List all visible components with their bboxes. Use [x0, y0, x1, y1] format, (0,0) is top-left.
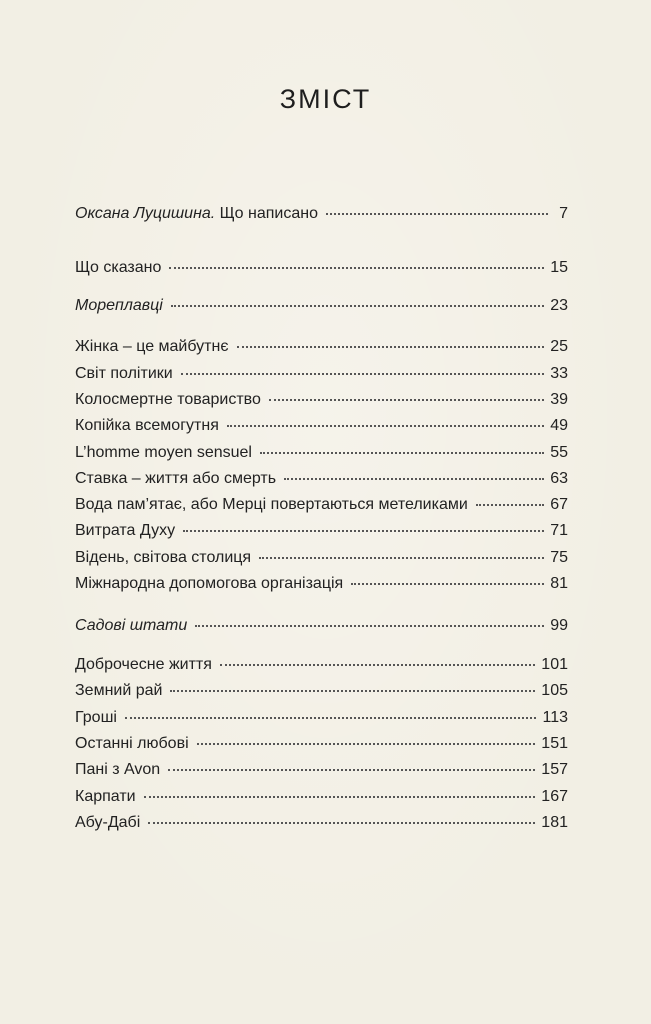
- toc-entry-page: 67: [550, 496, 568, 513]
- dot-leader: [220, 663, 535, 666]
- dot-leader: [171, 304, 544, 307]
- toc-entry-page: 181: [541, 814, 568, 831]
- toc-entry: [75, 388, 568, 412]
- toc-entry-page: 101: [541, 656, 568, 673]
- toc-entry-preface: [75, 202, 568, 226]
- dot-leader: [259, 556, 544, 559]
- toc-entry-page: 99: [550, 617, 568, 634]
- toc-entry: [75, 493, 568, 517]
- toc-entry-title: Жінка – це майбутнє: [75, 338, 229, 355]
- toc-entry-title: Колосмертне товариство: [75, 391, 261, 408]
- toc-entry-title: Витрата Духу: [75, 522, 176, 539]
- toc-entry: [75, 758, 568, 782]
- dot-leader: [197, 742, 536, 745]
- toc-entry-title: Абу-Дабі: [75, 814, 141, 831]
- toc-section-title: Мореплавці: [75, 297, 163, 314]
- toc-section: [75, 614, 568, 638]
- toc-entry-page: 157: [541, 761, 568, 778]
- toc-entry: [75, 256, 568, 280]
- toc-entry-page: 105: [541, 682, 568, 699]
- toc-entry: [75, 335, 568, 359]
- dot-leader: [260, 451, 544, 454]
- toc-entry-title: Пані з Avon: [75, 761, 161, 778]
- toc-entry-label: [75, 202, 318, 226]
- toc-entry-title: L’homme moyen sensuel: [75, 444, 252, 461]
- dot-leader: [227, 424, 544, 427]
- dot-leader: [269, 398, 544, 401]
- toc-entry-title: Копійка всемогутня: [75, 417, 219, 434]
- toc-entry-page: 33: [550, 365, 568, 382]
- toc-entry-title: Міжнародна допомогова організація: [75, 575, 344, 592]
- toc-entry-title: Ставка – життя або смерть: [75, 470, 277, 487]
- toc-entry-title: Останні любові: [75, 735, 189, 752]
- toc-entry: [75, 679, 568, 703]
- toc-entry-page: 15: [550, 259, 568, 276]
- dot-leader: [237, 345, 545, 348]
- toc-entry-author: Оксана Луцишина.: [75, 205, 216, 222]
- toc-entry-title: Доброчесне життя: [75, 656, 212, 673]
- toc-entry: [75, 546, 568, 570]
- toc-entry-title: Вода пам’ятає, або Мерці повертаються метеликами: [75, 496, 468, 513]
- toc-entry-page: 49: [550, 417, 568, 434]
- dot-leader: [125, 716, 537, 719]
- toc-entry: [75, 732, 568, 756]
- toc-entry-page: 23: [550, 297, 568, 314]
- dot-leader: [169, 266, 544, 269]
- dot-leader: [326, 212, 548, 215]
- toc-entry: [75, 811, 568, 835]
- toc-entry-page: 71: [550, 522, 568, 539]
- toc-entry-page: 39: [550, 391, 568, 408]
- toc-entry: [75, 467, 568, 491]
- toc-entry-page: 75: [550, 549, 568, 566]
- toc-entry: [75, 785, 568, 809]
- toc-entry-page: 151: [541, 735, 568, 752]
- dot-leader: [170, 689, 535, 692]
- dot-leader: [195, 624, 544, 627]
- toc-entry-page: 167: [541, 788, 568, 805]
- toc-entry-page: 113: [542, 709, 568, 726]
- dot-leader: [144, 795, 536, 798]
- toc-entry-title: Земний рай: [75, 682, 163, 699]
- toc-entry: [75, 441, 568, 465]
- toc-entry: [75, 706, 568, 730]
- toc-entry: [75, 362, 568, 386]
- dot-leader: [181, 372, 545, 375]
- toc-entry: [75, 572, 568, 596]
- toc-entry-title: Гроші: [75, 709, 117, 726]
- dot-leader: [284, 477, 544, 480]
- toc-section: [75, 294, 568, 318]
- toc-entry-title: Що сказано: [75, 259, 162, 276]
- toc-entry-page: 55: [550, 444, 568, 461]
- dot-leader: [183, 529, 544, 532]
- page-title: ЗМІСТ: [279, 84, 372, 114]
- toc-entry-page: 63: [550, 470, 568, 487]
- toc-entry-title: Карпати: [75, 788, 136, 805]
- toc-section-title: Садові штати: [75, 617, 188, 634]
- toc-entry-title: Що написано: [215, 205, 318, 222]
- toc-entry: [75, 414, 568, 438]
- dot-leader: [476, 503, 544, 506]
- toc-entry-page: 7: [559, 205, 568, 222]
- toc-entry-title: Відень, світова столиця: [75, 549, 252, 566]
- toc-entry-page: 25: [550, 338, 568, 355]
- toc-entry-page: 81: [550, 575, 568, 592]
- toc-entry: [75, 519, 568, 543]
- toc-entry-title: Світ політики: [75, 365, 173, 382]
- dot-leader: [168, 768, 535, 771]
- dot-leader: [148, 821, 535, 824]
- dot-leader: [351, 582, 544, 585]
- toc-entry: [75, 653, 568, 677]
